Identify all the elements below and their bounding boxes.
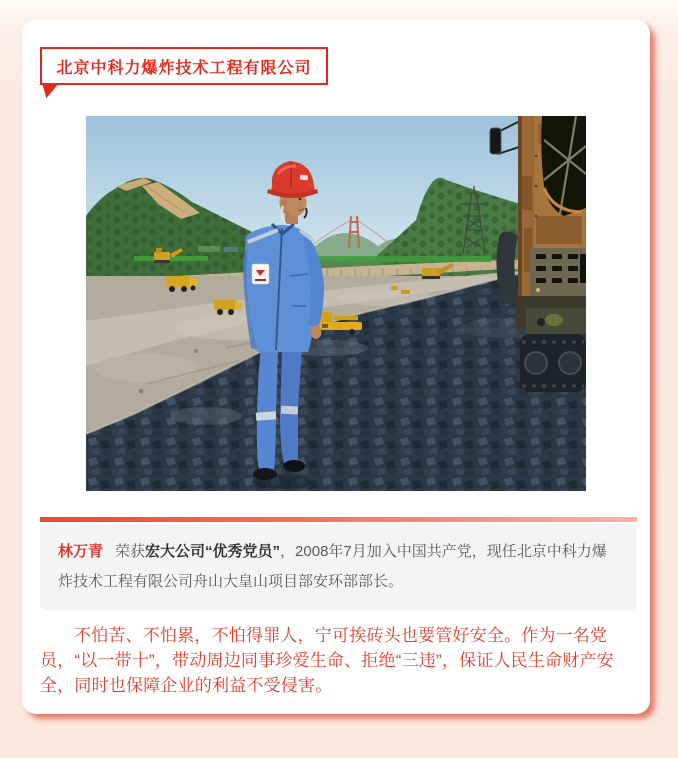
worker-torso bbox=[243, 224, 324, 352]
profile-detail: ，2008年7月加入中国共产党，现任北京中科力爆炸技术工程有限公司舟山大皇山项目部安环部部长。 bbox=[58, 543, 607, 590]
badge-tail-triangle bbox=[42, 83, 59, 98]
article-card bbox=[22, 20, 650, 714]
quote-paragraph: 不怕苦、不怕累，不怕得罪人，宁可挨砖头也要管好安全。作为一名党员，“以一带十”，带动周边同事珍爱生命、拒绝“三违”，保证人民生命财产安全，同时也保障企业的利益不受侵害。 bbox=[40, 626, 614, 695]
profile-award: 宏大公司“优秀党员” bbox=[145, 543, 281, 560]
truck-mirror bbox=[490, 128, 501, 154]
profile-box bbox=[40, 524, 637, 611]
company-name: 北京中科力爆炸技术工程有限公司 bbox=[56, 59, 312, 77]
accent-bar bbox=[40, 517, 637, 522]
truck-tracks bbox=[520, 334, 586, 392]
dump-truck-1 bbox=[166, 276, 197, 292]
profile-text bbox=[58, 537, 619, 597]
company-badge bbox=[40, 47, 328, 85]
worker-hand bbox=[311, 325, 322, 339]
person-name: 林万青 bbox=[58, 543, 104, 560]
worker-photo[interactable] bbox=[86, 116, 586, 491]
uniform-logo-patch bbox=[252, 264, 269, 284]
profile-lead: 荣获 bbox=[115, 543, 146, 560]
